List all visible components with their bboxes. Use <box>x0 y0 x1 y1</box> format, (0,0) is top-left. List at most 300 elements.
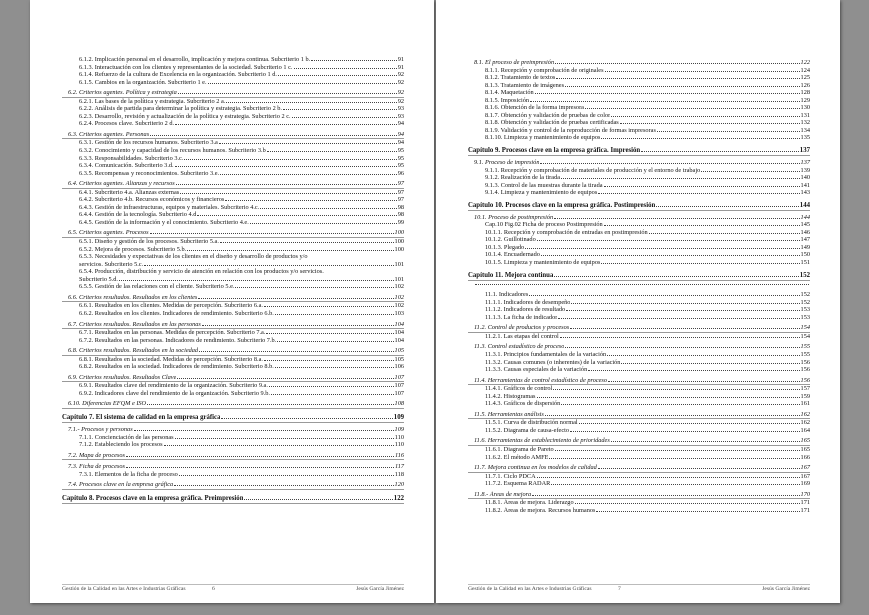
toc-page-number: 165 <box>800 445 810 453</box>
toc-leader-dots <box>175 166 397 167</box>
toc-entry[interactable] <box>468 167 810 175</box>
toc-entry-title: 6.4.1. Subcriterio 4.a. Alianzas externas <box>79 188 180 196</box>
toc-leader-dots <box>177 378 393 379</box>
toc-leader-dots <box>244 499 392 500</box>
toc-chapter[interactable] <box>468 201 810 211</box>
toc-entry[interactable] <box>468 333 810 341</box>
toc-leader-dots <box>226 102 396 103</box>
toc-page-number: 97 <box>397 188 404 196</box>
toc-page-number: 171 <box>800 506 810 514</box>
toc-leader-dots <box>549 458 799 459</box>
toc-entry-title: 11.1. Indicadores <box>485 291 529 299</box>
toc-entry-title: 6.3.5. Recompensas y reconocimientos. Subcriterio 3.e. <box>79 169 220 177</box>
toc-entry[interactable] <box>468 259 810 267</box>
toc-page-number: 93 <box>397 112 404 120</box>
toc-entry-title: 7.1.2. Estableciendo los procesos <box>79 441 163 449</box>
toc-section[interactable] <box>62 131 404 140</box>
toc-entry[interactable] <box>468 359 810 367</box>
footer-book-title: Gestión de la Calidad en las Artes e Industrias Gráficas <box>62 586 186 592</box>
toc-section[interactable] <box>62 452 404 461</box>
toc-leader-dots <box>604 186 800 187</box>
toc-page-number: 125 <box>800 74 810 82</box>
toc-entry-title: 6.8.1. Resultados en la sociedad. Medidas de percepción. Subcriterio 8.a. <box>79 355 263 363</box>
toc-leader-dots <box>541 255 800 256</box>
toc-page-number: 140 <box>800 174 810 182</box>
toc-entry[interactable] <box>468 244 810 252</box>
toc-entry-title: 6.3.2. Conocimiento y capacidad de los recursos humanos. Subcriterio 3.b <box>79 147 266 155</box>
toc-page-number: 152 <box>800 291 810 299</box>
toc-entry[interactable] <box>62 71 404 79</box>
toc-leader-dots <box>553 389 799 390</box>
toc-entry-title: 8.1.6. Obtención de la forma impresora <box>485 104 584 112</box>
toc-entry-title: 11.3.3. Causas especiales de la variación <box>485 366 588 374</box>
toc-page-number: 132 <box>800 119 810 127</box>
toc-entry-title: 6.4.5. Gestión de la información y el conocimiento. Subcriterio 4.e. <box>79 218 249 226</box>
toc-entry[interactable] <box>62 170 404 178</box>
toc-leader-dots <box>275 314 394 315</box>
toc-leader-dots <box>150 135 397 136</box>
toc-section[interactable] <box>468 377 810 386</box>
toc-leader-dots <box>551 484 799 485</box>
toc-page-number: 128 <box>800 89 810 97</box>
toc-leader-dots <box>311 60 397 61</box>
toc-section[interactable] <box>468 284 810 292</box>
toc-entry[interactable] <box>468 351 810 359</box>
footer-book-title: Gestión de la Calidad en las Artes e Industrias Gráficas <box>468 586 592 592</box>
toc-entry-title: 7.3. Ficha de procesos <box>68 463 125 471</box>
toc-section[interactable] <box>468 159 810 167</box>
toc-entry[interactable] <box>62 98 404 106</box>
toc-entry[interactable] <box>468 251 810 259</box>
toc-entry[interactable] <box>62 219 404 227</box>
toc-page-number: 97 <box>397 180 404 188</box>
toc-entry-title: 11.7. Mejora continua en los modelos de calidad <box>474 464 597 472</box>
toc-leader-dots <box>264 306 394 307</box>
toc-entry[interactable] <box>62 238 404 246</box>
toc-entry[interactable] <box>468 229 810 237</box>
toc-leader-dots <box>267 151 397 152</box>
toc-page-number: 95 <box>397 147 404 155</box>
toc-leader-dots <box>537 397 800 398</box>
toc-page-number: 91 <box>397 56 404 63</box>
toc-entry-title: 11.1.2. Indicadores de resultado <box>485 306 566 314</box>
toc-page-number: 122 <box>800 59 810 66</box>
toc-entry[interactable] <box>62 363 404 371</box>
toc-entry-title: 6.2.4. Procesos clave. Subcriterio 2 d. <box>79 120 175 128</box>
toc-entry-title: 6.7. Criterios resultados. Resultados en las personas <box>68 320 201 328</box>
toc-entry-title: 6.2.1. Las bases de la política y estrategia. Subcriterio 2 a. <box>79 97 226 105</box>
toc-page-number: 122 <box>393 494 404 502</box>
toc-entry-title: 11.6.2. El método AMFE <box>485 453 549 461</box>
toc-page-number: 104 <box>394 320 404 328</box>
toc-entry[interactable] <box>62 261 404 269</box>
toc-entry[interactable] <box>468 189 810 197</box>
page-footer <box>468 584 810 594</box>
toc-entry[interactable] <box>468 314 810 322</box>
toc-entry[interactable] <box>62 310 404 318</box>
toc-page-number: 98 <box>397 211 404 219</box>
toc-entry[interactable] <box>62 276 404 284</box>
toc-page-number: 109 <box>393 413 404 421</box>
toc-entry[interactable] <box>62 382 404 390</box>
toc-page-number: 92 <box>397 97 404 105</box>
toc-entry-title: 7.3.1. Elementos de la ficha de proceso <box>79 470 178 478</box>
toc-entry-title: 6.4.3. Gestión de infraestructuras, equipos y materiales. Subcriterio 4.c. <box>79 203 260 211</box>
toc-page-number: 124 <box>800 66 810 74</box>
toc-entry-title: 7.4. Procesos clave en la empresa gráfica <box>68 481 174 489</box>
toc-page-number: 95 <box>397 154 404 162</box>
toc-entry-title: 11.5. Herramientas análisis <box>474 410 544 418</box>
toc-leader-dots <box>554 218 799 219</box>
toc-entry-title: 6.6.1. Resultados en los clientes. Medidas de percepción. Subcriterio 6.a. <box>79 302 263 310</box>
toc-page-number: 156 <box>800 376 810 384</box>
toc-page-number: 137 <box>799 147 810 155</box>
toc-section[interactable] <box>62 426 404 434</box>
toc-page-number: 143 <box>800 189 810 197</box>
toc-entry[interactable] <box>468 134 810 142</box>
toc-page-number: 167 <box>800 472 810 480</box>
toc-entry[interactable] <box>468 446 810 454</box>
toc-page-number: 101 <box>394 260 404 268</box>
toc-leader-dots <box>198 298 393 299</box>
toc-entry[interactable] <box>468 454 810 462</box>
toc-entry-title: 11.4.2. Histogramas <box>485 392 536 400</box>
toc-leader-dots <box>225 200 396 201</box>
toc-page-number: 162 <box>800 419 810 427</box>
toc-entry[interactable] <box>62 204 404 212</box>
toc-chapter[interactable] <box>62 413 404 423</box>
toc-entry[interactable] <box>62 189 404 197</box>
toc-page-number: 99 <box>397 218 404 226</box>
toc-entry[interactable] <box>468 419 810 427</box>
toc-entry[interactable] <box>62 196 404 204</box>
toc-leader-dots <box>535 93 800 94</box>
toc-entry-title: 6.9. Criterios resultados. Resultados Clave <box>68 373 177 381</box>
toc-entry[interactable] <box>468 97 810 105</box>
document-page-right <box>436 0 840 603</box>
toc-leader-dots <box>641 151 799 152</box>
toc-entry-title: 11.4.3. Gráficos de dispersión <box>485 400 561 408</box>
toc-leader-dots <box>187 250 393 251</box>
toc-entry-title: 6.5.5. Gestión de las relaciones con el cliente. Subcriterio 5.e. <box>79 283 235 291</box>
toc-leader-dots <box>275 367 394 368</box>
toc-leader-dots <box>621 363 799 364</box>
toc-entry-title: 10.1.3. Plegado <box>485 243 525 251</box>
toc-leader-dots <box>264 360 394 361</box>
toc-page-number: 102 <box>394 302 404 310</box>
toc-entry[interactable] <box>62 139 404 147</box>
toc-entry-title: 9.1.1. Recepción y comprobación de materiales de producción y el entorno de trabajo <box>485 166 701 174</box>
toc-chapter[interactable] <box>468 146 810 156</box>
toc-entry-title: Subcriterio 5.d. <box>79 275 118 283</box>
toc-entry[interactable] <box>62 283 404 291</box>
toc-entry[interactable] <box>468 385 810 393</box>
toc-section[interactable] <box>62 294 404 303</box>
toc-leader-dots <box>266 333 393 334</box>
toc-entry-title: 8.1.5. Imposición <box>485 96 530 104</box>
toc-leader-dots <box>164 445 394 446</box>
toc-entry[interactable] <box>468 473 810 481</box>
toc-entry-title: 6.2.3. Desarrollo, revisión y actualización de la política y estrategia. Subcriterio 2 c. <box>79 112 291 120</box>
toc-entry[interactable] <box>62 79 404 87</box>
toc-entry-title: 10.1.1. Recepción y comprobación de entradas en postimpresión <box>485 228 648 236</box>
toc-entry-title: 6.2. Criterios agentes. Política y estrategia <box>68 89 177 97</box>
toc-entry[interactable] <box>62 64 404 72</box>
toc-entry-title: 11.6. Herramientas de establecimiento de prioridades <box>474 437 610 445</box>
toc-leader-dots <box>657 131 800 132</box>
toc-entry[interactable] <box>468 182 810 190</box>
toc-entry-title: 11.6.1. Diagrama de Pareto <box>485 445 554 453</box>
toc-entry[interactable] <box>62 302 404 310</box>
toc-entry-title: Capítulo 8. Procesos clave en la empresa gráfica. Preimpresión <box>62 494 244 502</box>
toc-leader-dots <box>150 233 394 234</box>
toc-entry[interactable] <box>468 306 810 314</box>
toc-entry-title: 11.8.2. Áreas de mejora. Recursos humanos <box>485 506 596 514</box>
toc-leader-dots <box>545 415 800 416</box>
toc-entry[interactable] <box>468 89 810 97</box>
toc-leader-dots <box>596 511 799 512</box>
toc-section[interactable] <box>468 437 810 446</box>
toc-leader-dots <box>601 263 799 264</box>
toc-page-number: 92 <box>397 78 404 86</box>
toc-entry-title: 6.2.2. Análisis de partida para determinar la política y estrategia. Subcriterio 2 b. <box>79 105 283 113</box>
toc-entry-title: 8.1. El proceso de preimpresión <box>474 59 555 66</box>
toc-leader-dots <box>605 71 800 72</box>
toc-page-number: 145 <box>800 221 810 229</box>
toc-entry[interactable] <box>468 82 810 90</box>
toc-entry[interactable] <box>468 174 810 182</box>
toc-entry-title: 6.8.2. Resultados en la sociedad. Indicadores de rendimiento. Subcriterio 8.b. <box>79 363 274 371</box>
toc-page-number: 94 <box>397 139 404 147</box>
toc-entry[interactable] <box>62 337 404 345</box>
document-page-left <box>30 0 434 603</box>
toc-section[interactable] <box>62 481 404 490</box>
toc-section[interactable] <box>62 180 404 189</box>
toc-leader-dots <box>565 86 799 87</box>
toc-leader-dots <box>529 295 799 296</box>
toc-entry[interactable] <box>468 112 810 120</box>
toc-page-number: 104 <box>394 336 404 344</box>
toc-entry[interactable] <box>62 162 404 170</box>
toc-entry-title: 8.1.9. Validación y control de la reproducción de formas impresoras <box>485 126 656 134</box>
toc-entry[interactable] <box>468 119 810 127</box>
toc-entry-title: 10.1. Proceso de postimpresión <box>474 213 554 221</box>
toc-entry[interactable] <box>62 329 404 337</box>
toc-page-number: 154 <box>800 332 810 340</box>
toc-section[interactable] <box>468 464 810 473</box>
toc-leader-dots <box>649 233 800 234</box>
toc-page-number: 105 <box>394 347 404 355</box>
toc-leader-dots <box>620 123 800 124</box>
toc-entry-title: 6.4.4. Gestión de la tecnología. Subcriterio 4.d <box>79 211 197 219</box>
toc-page-number: 91 <box>397 63 404 71</box>
footer-author: Jesús García Jiménez <box>356 586 404 592</box>
toc-entry[interactable] <box>62 390 404 398</box>
toc-entry[interactable] <box>468 400 810 408</box>
toc-entry-title: 6.9.1. Resultados clave del rendimiento de la organización. Subcriterio 9.a. <box>79 382 268 390</box>
toc-entry-title: Capítulo 10. Procesos clave en la empresa gráfica. Postimpresión <box>468 201 656 209</box>
toc-leader-dots <box>119 280 394 281</box>
toc-entry-title: 6.1.4. Refuerzo de la cultura de Excelencia en la organización. Subcriterio 1 d. <box>79 71 277 79</box>
toc-leader-dots <box>294 68 397 69</box>
toc-leader-dots <box>656 206 799 207</box>
toc-entry[interactable] <box>62 147 404 155</box>
toc-page-number: 157 <box>800 385 810 393</box>
toc-section[interactable] <box>468 411 810 420</box>
toc-entry[interactable] <box>62 113 404 121</box>
toc-leader-dots <box>278 75 397 76</box>
toc-section[interactable] <box>62 321 404 330</box>
toc-entry[interactable] <box>62 471 404 479</box>
toc-entry[interactable] <box>468 507 810 515</box>
toc-entry-title: 6.5.2. Mejora de procesos. Subcriterio 5.b. <box>79 245 187 253</box>
toc-entry[interactable] <box>468 366 810 374</box>
toc-page-number: 96 <box>397 169 404 177</box>
table-of-contents <box>468 56 810 514</box>
toc-entry-title: 7.1.- Procesos y personas <box>68 425 133 433</box>
toc-entry-title: 11.4.1. Gráficos de control <box>485 385 553 393</box>
toc-section[interactable] <box>468 491 810 500</box>
toc-page-number: 171 <box>800 499 810 507</box>
toc-entry[interactable] <box>468 67 810 75</box>
toc-entry-title: 6.4.2. Subcriterio 4.b. Recursos económicos y financieros <box>79 196 225 204</box>
toc-leader-dots <box>611 441 800 442</box>
toc-section[interactable] <box>62 400 404 409</box>
toc-entry-title: Capítulo 7. El sistema de calidad en la empresa gráfica <box>62 413 221 421</box>
toc-entry-title: 6.3.3. Responsabilidades. Subcriterio 3.c. <box>79 154 184 162</box>
toc-leader-dots <box>565 347 799 348</box>
toc-leader-dots <box>585 108 800 109</box>
toc-entry[interactable] <box>468 291 810 299</box>
toc-entry[interactable] <box>468 480 810 488</box>
toc-entry-title: 6.10. Diferencias EFQM e ISO <box>68 400 147 408</box>
toc-entry[interactable] <box>468 299 810 307</box>
toc-page-number: 95 <box>397 162 404 170</box>
toc-page-number: 98 <box>397 203 404 211</box>
toc-entry[interactable] <box>468 74 810 82</box>
toc-section[interactable] <box>468 324 810 333</box>
toc-section[interactable] <box>62 463 404 471</box>
toc-leader-dots <box>570 431 800 432</box>
toc-section[interactable] <box>62 229 404 238</box>
toc-leader-dots <box>561 404 799 405</box>
toc-entry-title: 6.3.4. Comunicación. Subcriterio 3.d. <box>79 162 174 170</box>
toc-leader-dots <box>179 475 394 476</box>
toc-entry[interactable] <box>468 427 810 435</box>
toc-section[interactable] <box>62 374 404 383</box>
toc-entry[interactable] <box>62 356 404 364</box>
toc-entry[interactable] <box>62 211 404 219</box>
toc-page-number: 134 <box>800 126 810 134</box>
toc-page-number: 153 <box>800 313 810 321</box>
toc-entry[interactable] <box>62 434 404 442</box>
toc-page-number: 147 <box>800 236 810 244</box>
toc-leader-dots <box>571 303 799 304</box>
toc-entry-continued: 6.5.4. Producción, distribución y servicio de atención en relación con los productos y/o servicios. <box>79 268 324 276</box>
toc-entry[interactable] <box>62 120 404 128</box>
toc-page-number: 120 <box>394 481 404 489</box>
toc-entry-title: 6.1.5. Cambios en la organización. Subcriterio 1 e. <box>79 78 207 86</box>
toc-entry-title: 11.2. Control de productos y procesos <box>474 324 570 332</box>
toc-entry[interactable] <box>468 236 810 244</box>
toc-page-number: 110 <box>394 433 404 441</box>
toc-leader-dots <box>180 193 397 194</box>
toc-leader-dots <box>176 184 397 185</box>
toc-page-number: 101 <box>394 275 404 283</box>
toc-entry[interactable] <box>62 155 404 163</box>
toc-leader-dots <box>537 240 800 241</box>
toc-entry[interactable] <box>62 441 404 449</box>
toc-page-number: 141 <box>800 181 810 189</box>
toc-entry[interactable] <box>468 499 810 507</box>
toc-entry[interactable] <box>468 127 810 135</box>
toc-leader-dots <box>570 328 799 329</box>
toc-page-number: 144 <box>799 201 810 209</box>
toc-section[interactable] <box>468 59 810 67</box>
toc-entry-title: Cap.10 Fig.02 Ficha de proceso Postimpresión <box>485 221 603 229</box>
toc-entry-title: 6.5.1. Diseño y gestión de los procesos. Subcriterio 5.a. <box>79 238 219 246</box>
toc-entry[interactable] <box>62 246 404 254</box>
toc-page-number: 107 <box>394 382 404 390</box>
toc-leader-dots <box>607 355 799 356</box>
table-of-contents <box>62 56 404 504</box>
toc-section[interactable] <box>468 214 810 222</box>
toc-leader-dots <box>134 430 394 431</box>
toc-entry[interactable] <box>62 56 404 64</box>
toc-page-number: 108 <box>394 400 404 408</box>
toc-entry-title: 6.1.3. Interactuación con los clientes y representantes de la sociedad. Subcriterio 1 c. <box>79 63 293 71</box>
toc-leader-dots <box>126 456 394 457</box>
toc-leader-dots <box>220 174 397 175</box>
toc-entry-title: 6.6. Criterios resultados. Resultados en los clientes <box>68 293 198 301</box>
toc-entry[interactable] <box>468 393 810 401</box>
toc-section[interactable] <box>62 347 404 356</box>
toc-section[interactable] <box>468 343 810 351</box>
toc-leader-dots <box>221 418 392 419</box>
toc-entry-title: 6.4. Criterios agentes. Alianzas y recursos <box>68 180 175 188</box>
toc-page-number: 151 <box>800 259 810 267</box>
toc-leader-dots <box>555 450 800 451</box>
toc-page-number: 170 <box>800 490 810 498</box>
toc-entry-title: 9.1. Proceso de impresión <box>474 159 540 167</box>
toc-entry-title: 6.1.2. Implicación personal en el desarrollo, implicación y mejora continua. Subcriterio 1 b. <box>79 56 311 63</box>
toc-page-number: 102 <box>394 283 404 291</box>
toc-leader-dots <box>175 438 394 439</box>
toc-leader-dots <box>292 117 397 118</box>
toc-entry[interactable] <box>468 104 810 112</box>
toc-leader-dots <box>184 159 396 160</box>
toc-section[interactable] <box>62 89 404 98</box>
toc-leader-dots <box>271 394 394 395</box>
toc-entry[interactable] <box>468 221 810 229</box>
toc-chapter[interactable] <box>62 494 404 504</box>
toc-page-number: 116 <box>395 451 404 459</box>
toc-entry[interactable] <box>62 105 404 113</box>
toc-page-number: 93 <box>397 105 404 113</box>
toc-chapter[interactable] <box>468 271 810 281</box>
footer-page-number: 6 <box>212 586 215 592</box>
toc-page-number: 146 <box>800 228 810 236</box>
toc-entry-title: 10.1.5. Limpieza y mantenimiento de equipos <box>485 259 601 267</box>
toc-leader-dots <box>601 138 799 139</box>
toc-entry-title: 6.9.2. Indicadores clave del rendimiento de la organización. Subcriterio 9.b. <box>79 389 271 397</box>
toc-leader-dots <box>260 208 396 209</box>
toc-entry-title: 11.7.2. Esquema RADAR <box>485 480 551 488</box>
toc-leader-dots <box>556 78 799 79</box>
toc-page-number: 152 <box>799 271 810 279</box>
toc-leader-dots <box>588 370 799 371</box>
toc-page-number: 107 <box>394 389 404 397</box>
